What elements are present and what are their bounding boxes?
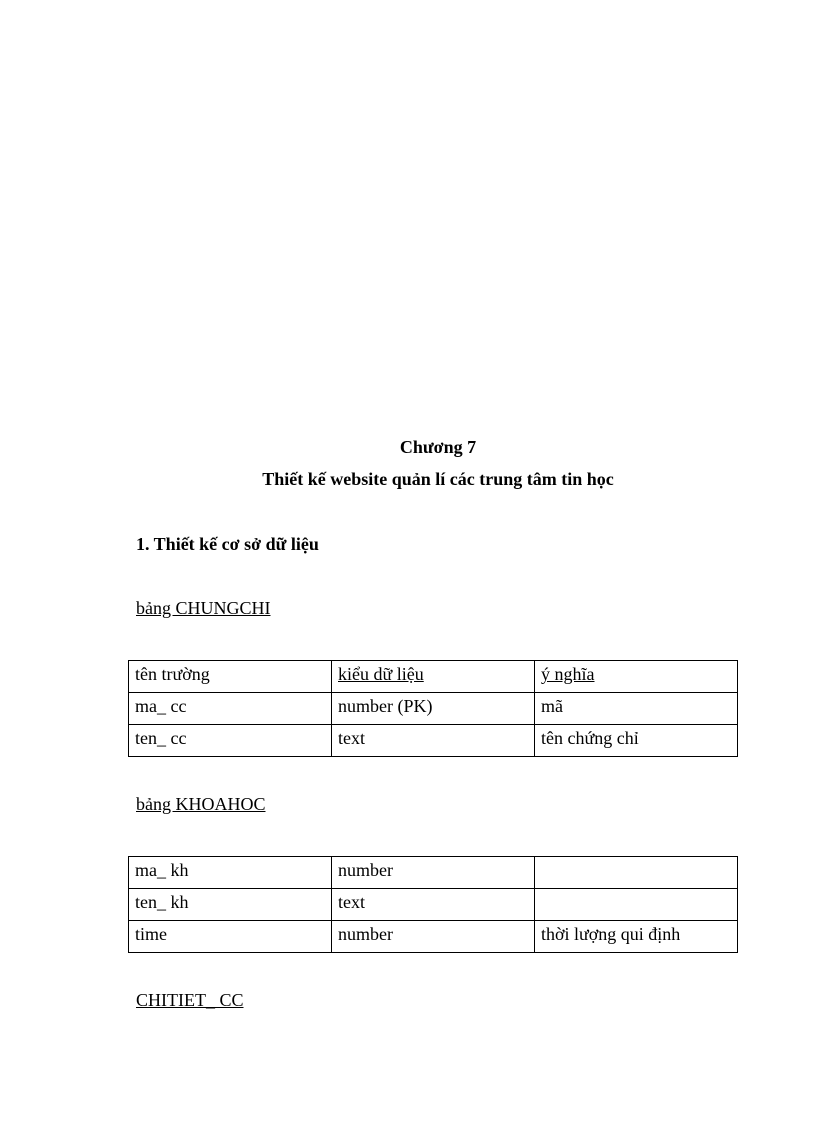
table-cell: text <box>332 725 535 757</box>
header-cell <box>332 661 535 693</box>
section-heading: 1. Thiết kế cơ sở dữ liệu <box>136 534 319 554</box>
table-cell <box>535 857 738 889</box>
table-cell: ma_ cc <box>129 693 332 725</box>
table-row <box>129 693 738 725</box>
table-row <box>129 857 738 889</box>
table-cell: number <box>332 857 535 889</box>
header-field-name: tên trường <box>135 664 210 684</box>
table-cell: thời lượng qui định <box>535 921 738 953</box>
table-cell: text <box>332 889 535 921</box>
header-meaning: ý nghĩa <box>541 664 595 684</box>
table-label-chitiet-cc: CHITIET_ CC <box>136 990 244 1010</box>
table-label-khoahoc: bảng KHOAHOC <box>136 794 266 814</box>
table-cell: ma_ kh <box>129 857 332 889</box>
table-cell: ten_ kh <box>129 889 332 921</box>
table-cell: time <box>129 921 332 953</box>
table-cell: tên chứng chỉ <box>535 725 738 757</box>
chapter-title: Thiết kế website quản lí các trung tâm tin học <box>262 469 614 489</box>
table-cell: mã <box>535 693 738 725</box>
chapter-heading: Chương 7 <box>399 437 477 457</box>
table-cell: number (PK) <box>332 693 535 725</box>
header-data-type: kiểu dữ liệu <box>338 664 424 684</box>
chungchi-table <box>128 660 738 757</box>
header-cell <box>129 661 332 693</box>
table-cell: number <box>332 921 535 953</box>
table-row <box>129 921 738 953</box>
header-cell <box>535 661 738 693</box>
table-header-row <box>129 661 738 693</box>
khoahoc-table <box>128 856 738 953</box>
table-cell <box>535 889 738 921</box>
table-row <box>129 889 738 921</box>
table-cell: ten_ cc <box>129 725 332 757</box>
table-row <box>129 725 738 757</box>
table-label-chungchi: bảng CHUNGCHI <box>136 598 271 618</box>
